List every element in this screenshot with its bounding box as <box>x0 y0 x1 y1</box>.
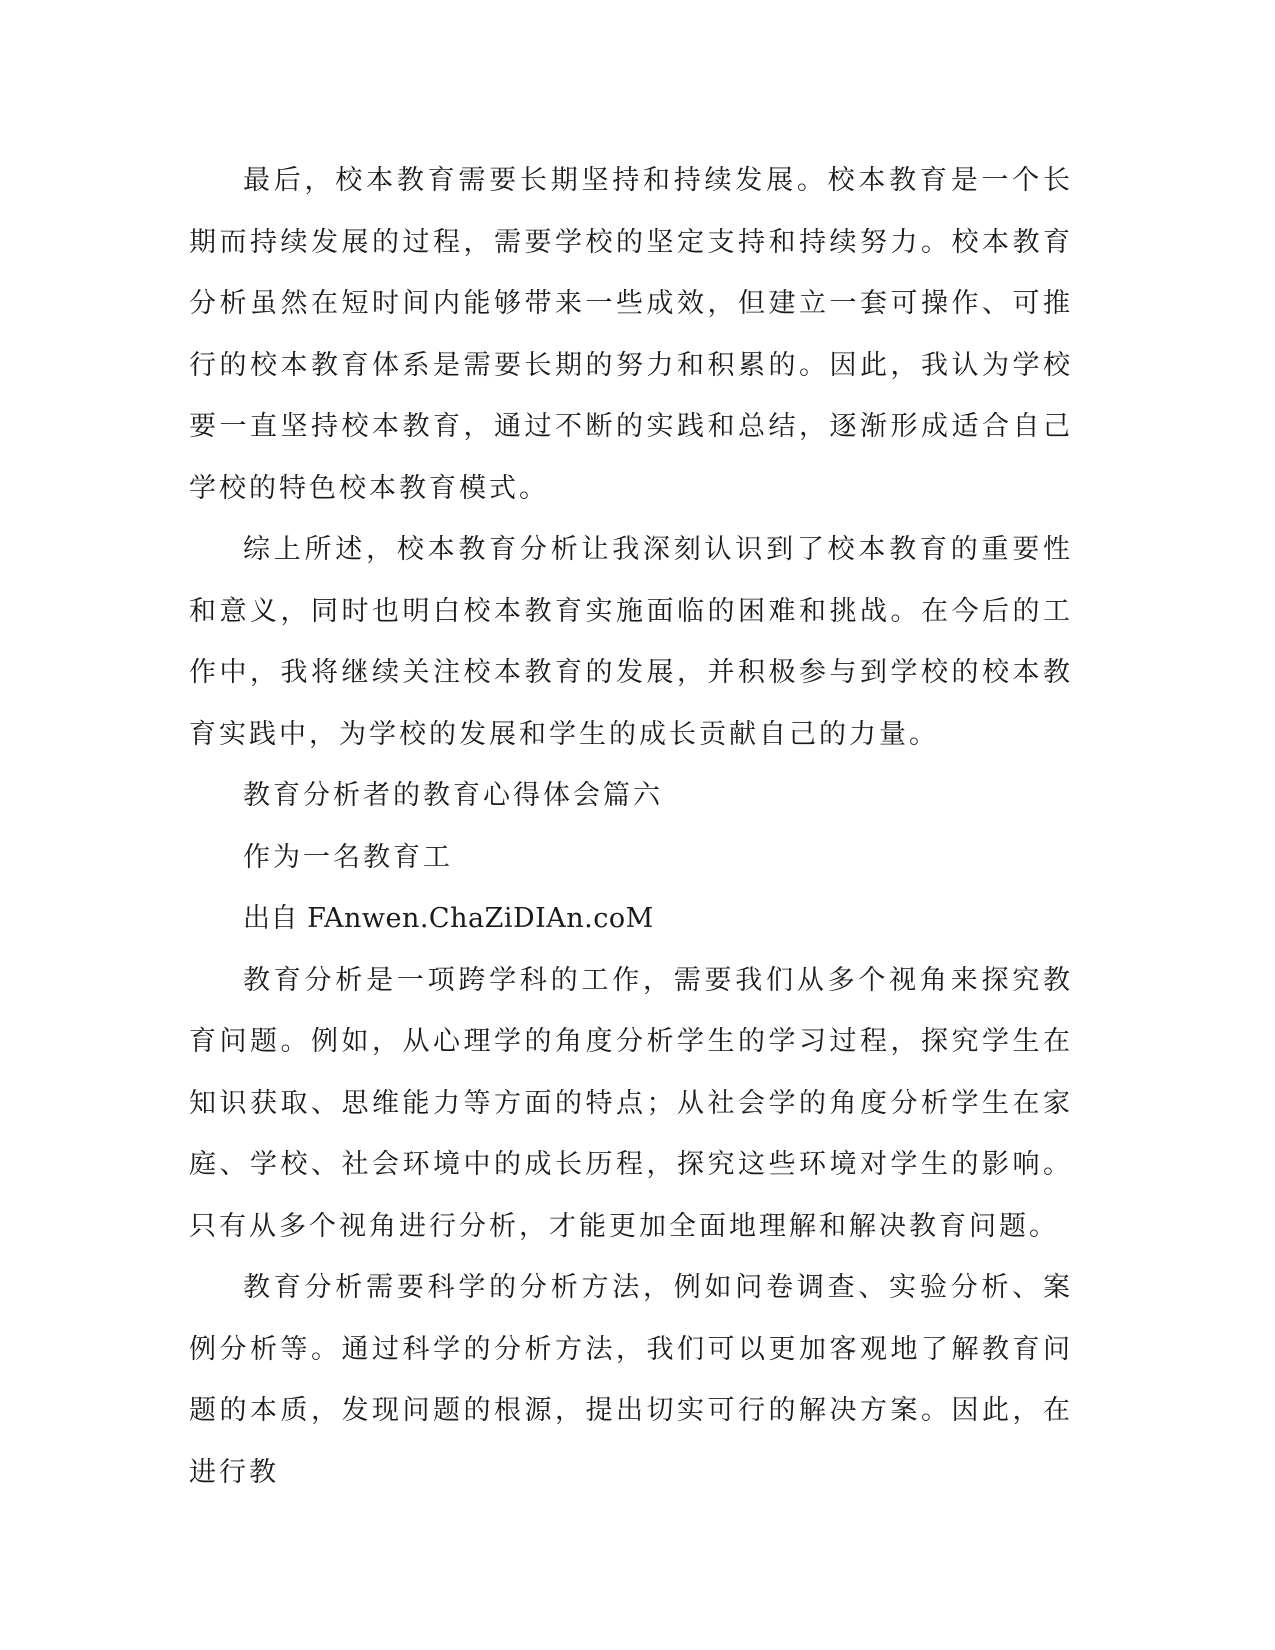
paragraph-persistence: 最后，校本教育需要长期坚持和持续发展。校本教育是一个长期而持续发展的过程，需要学校的坚定支持和持续努力。校本教育分析虽然在短时间内能够带来一些成效，但建立一套可操作、可推行的校本教育体系是需要长期的努力和积累的。因此，我认为学校要一直坚持校本教育，通过不断的实践和总结，逐渐形成适合自己学校的特色校本教育模式。 <box>189 165 1073 504</box>
section-title: 教育分析者的教育心得体会篇六 <box>243 780 663 811</box>
intro-line: 作为一名教育工 <box>243 841 453 873</box>
paragraph-interdisciplinary: 教育分析是一项跨学科的工作，需要我们从多个视角来探究教育问题。例如，从心理学的角度分析学生的学习过程，探究学生在知识获取、思维能力等方面的特点；从社会学的角度分析学生在家庭、学校、社会环境中的成长历程，探究这些环境对学生的影响。只有从多个视角进行分析，才能更加全面地理解和解决教育问题。 <box>189 964 1073 1242</box>
paragraph-summary: 综上所述，校本教育分析让我深刻认识到了校本教育的重要性和意义，同时也明白校本教育实施面临的困难和挑战。在今后的工作中，我将继续关注校本教育的发展，并积极参与到学校的校本教育实践中，为学校的发展和学生的成长贡献自己的力量。 <box>189 534 1073 750</box>
source-line: 出自 FAnwen.ChaZiDIAn.coM <box>243 903 654 934</box>
paragraph-methods: 教育分析需要科学的分析方法，例如问卷调查、实验分析、案例分析等。通过科学的分析方法，我们可以更加客观地了解教育问题的本质，发现问题的根源，提出切实可行的解决方案。因此，在进行教 <box>189 1272 1073 1488</box>
document-body <box>189 150 1073 1503</box>
